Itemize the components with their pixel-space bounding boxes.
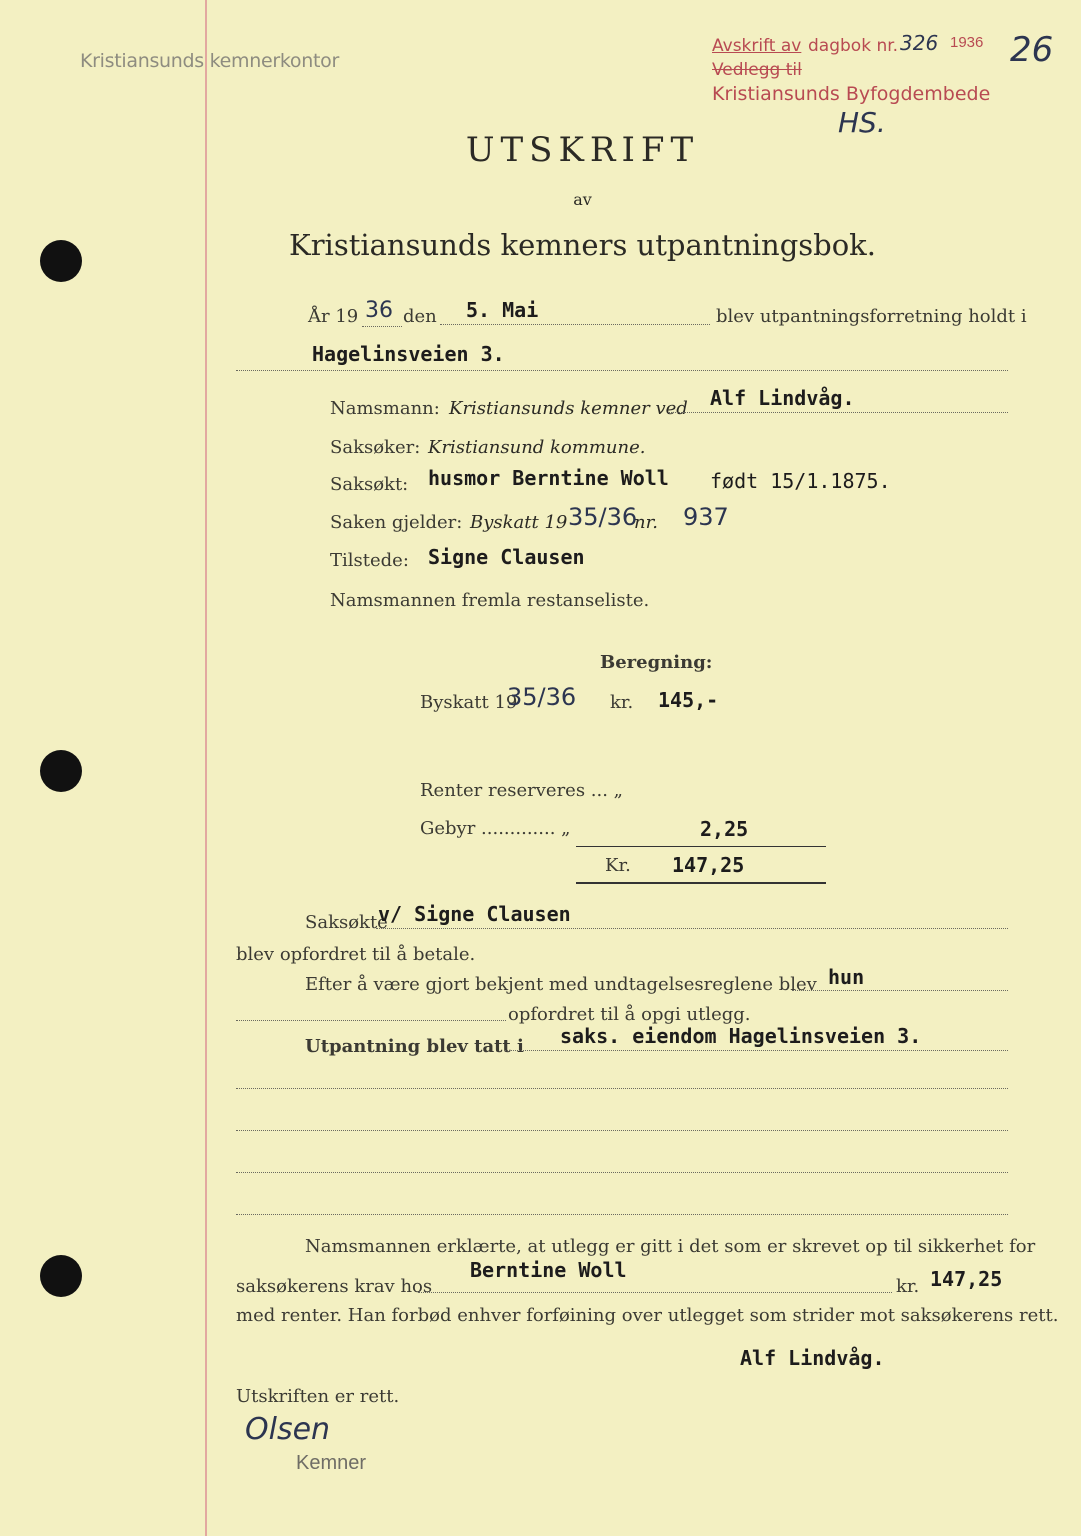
stamp-avskrift-label: Avskrift av xyxy=(712,36,802,56)
namsmann-prefix: Kristiansunds kemner ved xyxy=(449,398,688,419)
renter-label: Renter reserveres ... „ xyxy=(420,780,624,801)
rett-text: Utskriften er rett. xyxy=(236,1386,400,1407)
saksokt-value: husmor Berntine Woll xyxy=(428,466,669,490)
punch-hole xyxy=(40,1255,82,1297)
saksoker-label: Saksøker: xyxy=(330,437,421,458)
signer-name: Alf Lindvåg. xyxy=(740,1346,885,1370)
year-value: 36 xyxy=(365,298,393,323)
byskatt-amount: 145,- xyxy=(658,688,719,712)
stamp-office: Kristiansunds Byfogdembede xyxy=(712,83,991,105)
place-value: Hagelinsveien 3. xyxy=(312,342,505,366)
kr-label: kr. xyxy=(610,692,634,713)
saksoker-value: Kristiansund kommune. xyxy=(428,437,646,458)
tilstede-label: Tilstede: xyxy=(330,550,409,571)
gjelder-nr-label: nr. xyxy=(634,512,658,533)
namsmann-label: Namsmann: xyxy=(330,398,440,419)
punch-hole xyxy=(40,750,82,792)
krav-label: saksøkerens krav hos xyxy=(236,1276,433,1297)
gjelder-label: Saken gjelder: xyxy=(330,512,463,533)
namsmann-value: Alf Lindvåg. xyxy=(710,386,855,410)
utpantning-value: saks. eiendom Hagelinsveien 3. xyxy=(560,1024,922,1048)
byskatt-label: Byskatt 19 xyxy=(420,692,518,713)
date-value: 5. Mai xyxy=(466,298,539,322)
year-label: År 19 xyxy=(308,306,359,327)
efter-text: Efter å være gjort bekjent med undtagelsesreglene blev xyxy=(305,974,817,995)
title-av: av xyxy=(573,190,592,209)
opfordret-text: blev opfordret til å betale. xyxy=(236,944,476,965)
renter-text: med renter. Han forbød enhver forføining over utlegget som strider mot saksøkerens rett. xyxy=(236,1305,1059,1326)
gjelder-nr: 937 xyxy=(683,503,729,531)
total-label: Kr. xyxy=(605,855,631,876)
document-subtitle: Kristiansunds kemners utpantningsbok. xyxy=(289,228,876,262)
stamp-dagbok: dagbok nr. xyxy=(808,36,899,56)
tilstede-value: Signe Clausen xyxy=(428,545,585,569)
dagbok-number: 326 xyxy=(900,31,939,55)
saksokt-born: født 15/1.1875. xyxy=(710,469,891,493)
opgi-text: opfordret til å opgi utlegg. xyxy=(508,1004,751,1025)
document-title: UTSKRIFT xyxy=(465,130,700,170)
gjelder-year: 35/36 xyxy=(568,503,638,531)
office-header: Kristiansunds kemnerkontor xyxy=(80,50,339,72)
saksokt-label: Saksøkt: xyxy=(330,474,409,495)
stamp-vedlegg: Vedlegg til xyxy=(712,60,802,80)
stamp-avskrift xyxy=(712,36,801,56)
krav-name: Berntine Woll xyxy=(470,1258,627,1282)
utpantning-label: Utpantning blev tatt i xyxy=(305,1036,524,1057)
restanse-text: Namsmannen fremla restanseliste. xyxy=(330,590,650,611)
saksokte-label: Saksøkte xyxy=(305,912,388,933)
total-amount: 147,25 xyxy=(672,853,745,877)
saksokte-value: v/ Signe Clausen xyxy=(378,902,571,926)
calc-heading: Beregning: xyxy=(600,652,713,673)
gjelder-prefix: Byskatt 19 xyxy=(470,512,568,533)
gebyr-label: Gebyr ............. „ xyxy=(420,818,571,839)
efter-value: hun xyxy=(828,965,865,989)
gebyr-amount: 2,25 xyxy=(700,817,749,841)
den-label: den xyxy=(403,306,437,327)
krav-amount: 147,25 xyxy=(930,1267,1003,1291)
byskatt-year: 35/36 xyxy=(507,683,577,711)
page-number: 26 xyxy=(1010,30,1054,70)
kemner-label: Kemner xyxy=(296,1452,367,1474)
krav-kr: kr. xyxy=(896,1276,920,1297)
stamp-year: 1936 xyxy=(950,34,984,51)
signature: Olsen xyxy=(245,1412,331,1447)
reference-mark: HS. xyxy=(838,106,886,139)
erklaerte-text: Namsmannen erklærte, at utlegg er gitt i det som er skrevet op til sikkerhet for xyxy=(305,1236,1036,1257)
intro-text: blev utpantningsforretning holdt i xyxy=(716,306,1027,327)
